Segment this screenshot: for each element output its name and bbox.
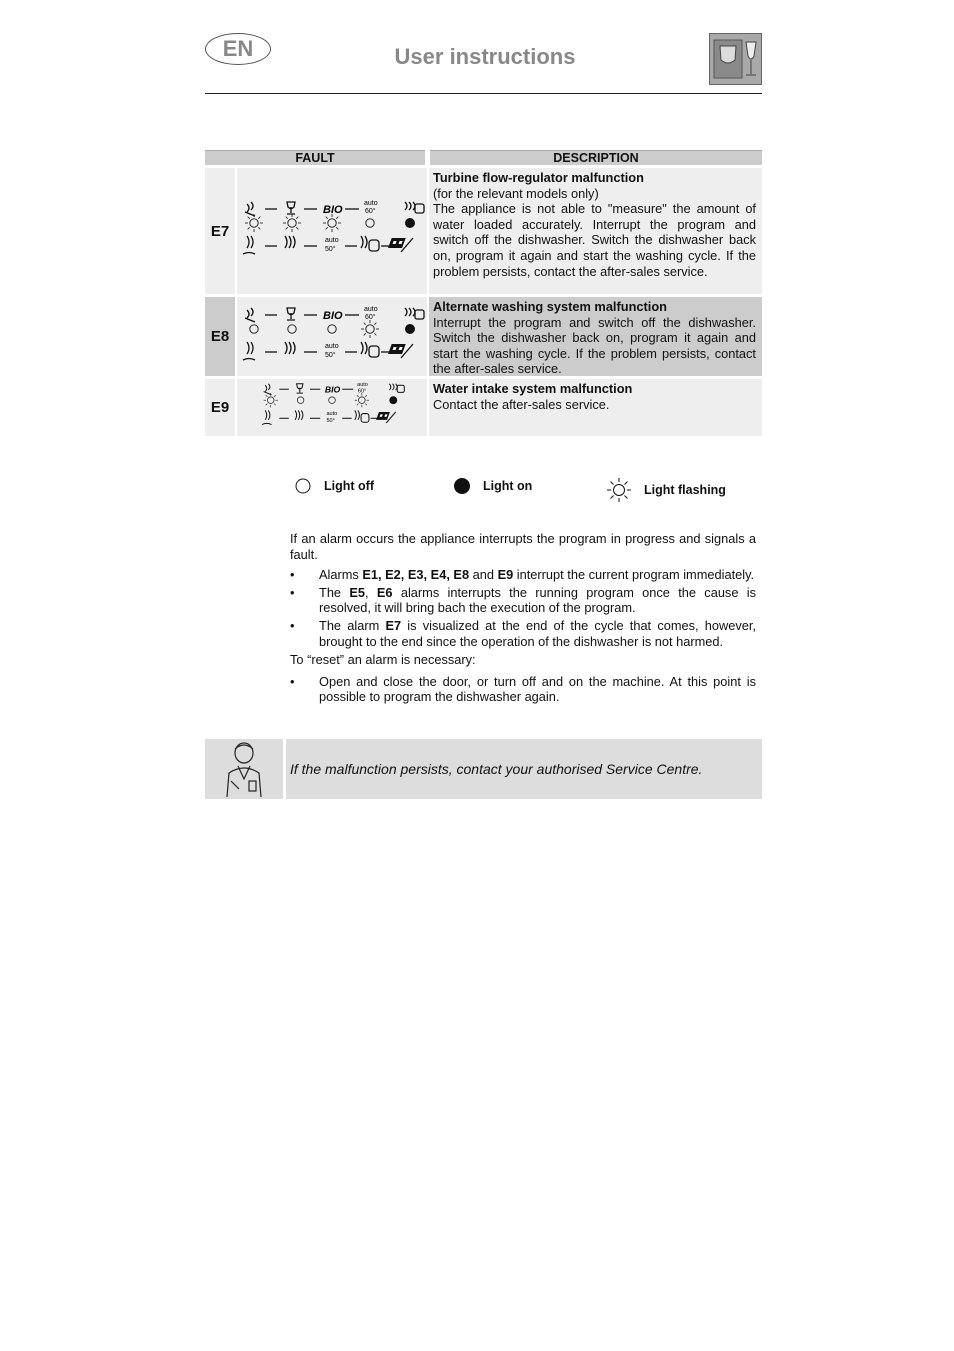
control-panel-diagram (237, 302, 427, 372)
fault-code-e8: E8 (205, 297, 235, 376)
reset-intro: To “reset” an alarm is necessary: (290, 652, 476, 668)
temp50-label: 50° (326, 418, 335, 425)
text: and (469, 567, 498, 583)
text: , (365, 584, 377, 600)
prewash-icon (245, 308, 255, 322)
flash-ray (336, 217, 338, 219)
alarm-codes: E1, E2, E3, E4, E8 (362, 567, 470, 583)
light-flashing-icon (250, 219, 258, 227)
bio-label: BIO (324, 384, 341, 395)
description-e9 (429, 379, 762, 436)
text: alarms interrupts the running program once the cause is resolved, it will bring bach the execution of the program. (319, 584, 756, 616)
heavy-wash-icon (405, 202, 415, 210)
flash-ray (365, 404, 367, 406)
auto-label-top: auto (364, 200, 378, 207)
flash-ray (258, 227, 260, 229)
flash-ray (266, 395, 268, 397)
rinse-icon (285, 342, 295, 354)
end-flag-icon (388, 238, 413, 252)
flash-ray (374, 333, 376, 335)
control-panel-diagram (237, 196, 427, 266)
flash-ray (286, 217, 288, 219)
control-panel-diagram (237, 379, 427, 434)
flash-ray (365, 395, 367, 397)
panel-e9 (237, 379, 427, 436)
eco-wash-icon (243, 342, 255, 360)
alarm-code: E5 (349, 584, 366, 600)
description-e8 (429, 297, 762, 376)
bio-label: BIO (323, 204, 343, 216)
legend-label: Light flashing (644, 483, 726, 497)
flash-ray (248, 217, 250, 219)
auto-label-bottom: auto (325, 237, 339, 244)
light-off-icon (294, 477, 312, 495)
light-flashing-icon (366, 324, 374, 332)
service-technician-icon (205, 739, 283, 799)
flash-ray (326, 217, 328, 219)
light-off-icon (328, 324, 336, 332)
drying-icon (361, 342, 367, 354)
text: Alarms (319, 567, 363, 583)
end-flag-icon (376, 412, 396, 423)
light-on-icon (453, 477, 471, 495)
column-header-fault: FAULT (205, 150, 425, 165)
description-title: Turbine flow-regulator malfunction (433, 170, 644, 185)
light-off-icon (288, 324, 296, 332)
description-subtitle: (for the relevant models only) (433, 185, 599, 201)
page-title: User instructions (394, 44, 576, 69)
light-on-icon (405, 324, 415, 334)
bio-label: BIO (323, 309, 343, 322)
header-rule (205, 93, 762, 94)
panel-e7 (237, 168, 427, 294)
legend-label: Light off (324, 479, 374, 493)
text: The (319, 584, 350, 600)
panel-e8 (237, 297, 427, 376)
text: The alarm (319, 617, 386, 633)
text: interrupt the current program immediately. (513, 567, 755, 583)
description-text: The appliance is not able to "measure" the amount of water loaded accurately. Interrupt the program and switch off the dishwasher. Switch the dishwasher back on, program it again and start the washing cycle. If the problem persists, contact the after-sales service. (433, 201, 756, 279)
temp60-label: 60° (365, 208, 376, 215)
flash-ray (336, 227, 338, 229)
light-on-icon (389, 396, 397, 404)
light-off-icon (250, 324, 258, 332)
description-title: Water intake system malfunction (433, 381, 633, 396)
description-title: Alternate washing system malfunction (433, 299, 667, 314)
legend-label: Light on (483, 479, 533, 493)
flash-ray (374, 322, 376, 324)
bullet-item (290, 674, 756, 705)
fault-code-e9: E9 (205, 379, 235, 436)
rinse-icon (295, 410, 303, 419)
dishwasher-glasses-icon (709, 33, 762, 85)
temp50-label: 50° (325, 351, 336, 359)
description-text: Interrupt the program and switch off the dishwasher. Switch the dishwasher back on, program it again and start the washing cycle. If the problem persists, contact the after-sales service. (433, 314, 756, 377)
light-flashing-icon (606, 477, 632, 503)
light-off-icon (366, 219, 374, 227)
light-flashing-icon (328, 219, 336, 227)
glass-icon (287, 308, 295, 320)
alarm-code: E9 (497, 567, 514, 583)
auto-label-top: auto (364, 305, 378, 313)
flash-ray (296, 217, 298, 219)
prewash-icon (245, 202, 255, 216)
bullet-item (290, 618, 756, 649)
light-flashing-icon (267, 397, 274, 404)
flash-ray (357, 404, 359, 406)
flash-ray (364, 333, 366, 335)
temp60-label: 60° (365, 313, 376, 321)
text: Open and close the door, or turn off and on the machine. At this point is possible to program the dishwasher again. (319, 673, 756, 705)
legend-light-off (294, 477, 374, 495)
drying-icon (355, 410, 360, 419)
glass-icon (297, 384, 303, 393)
light-off-icon (329, 397, 336, 404)
flash-ray (286, 227, 288, 229)
light-on-icon (405, 218, 415, 228)
prewash-icon (264, 384, 272, 395)
auto-label-bottom: auto (326, 411, 338, 418)
flash-ray (326, 227, 328, 229)
flash-ray (248, 227, 250, 229)
language-badge: EN (205, 33, 271, 65)
column-header-description: DESCRIPTION (430, 150, 762, 165)
service-note (286, 739, 762, 799)
light-flashing-icon (359, 397, 366, 404)
glass-icon (287, 202, 295, 214)
heavy-wash-icon (405, 308, 415, 316)
legend-light-on (453, 477, 532, 495)
alarm-code: E7 (385, 617, 402, 633)
fault-code-e7: E7 (205, 168, 235, 294)
alarm-code: E6 (376, 584, 393, 600)
description-text: Contact the after-sales service. (433, 396, 610, 412)
auto-label-bottom: auto (325, 342, 339, 350)
bullet-item (290, 567, 756, 583)
light-off-icon (297, 397, 304, 404)
flash-ray (266, 404, 268, 406)
flash-ray (274, 395, 276, 397)
note-text: If the malfunction persists, contact your authorised Service Centre. (290, 761, 703, 777)
end-flag-icon (388, 344, 413, 358)
body-text (290, 531, 756, 705)
temp50-label: 50° (325, 246, 336, 253)
eco-wash-icon (243, 236, 255, 254)
rinse-icon (285, 236, 295, 248)
flash-ray (357, 395, 359, 397)
description-e7 (429, 168, 762, 294)
light-flashing-icon (288, 219, 296, 227)
flash-ray (364, 322, 366, 324)
intro-paragraph: If an alarm occurs the appliance interrupts the program in progress and signals a fault. (290, 531, 756, 562)
flash-ray (296, 227, 298, 229)
bullet-item (290, 585, 756, 616)
heavy-wash-icon (389, 384, 397, 390)
drying-icon (361, 236, 367, 248)
eco-wash-icon (262, 410, 271, 424)
temp60-label: 60° (357, 388, 367, 395)
flash-ray (258, 217, 260, 219)
auto-label-top: auto (357, 382, 368, 389)
flash-ray (274, 404, 276, 406)
text: is visualized at the end of the cycle that comes, however, brought to the end since the operation of the dishwasher is not harmed. (319, 617, 756, 649)
legend-light-flashing (606, 477, 726, 503)
